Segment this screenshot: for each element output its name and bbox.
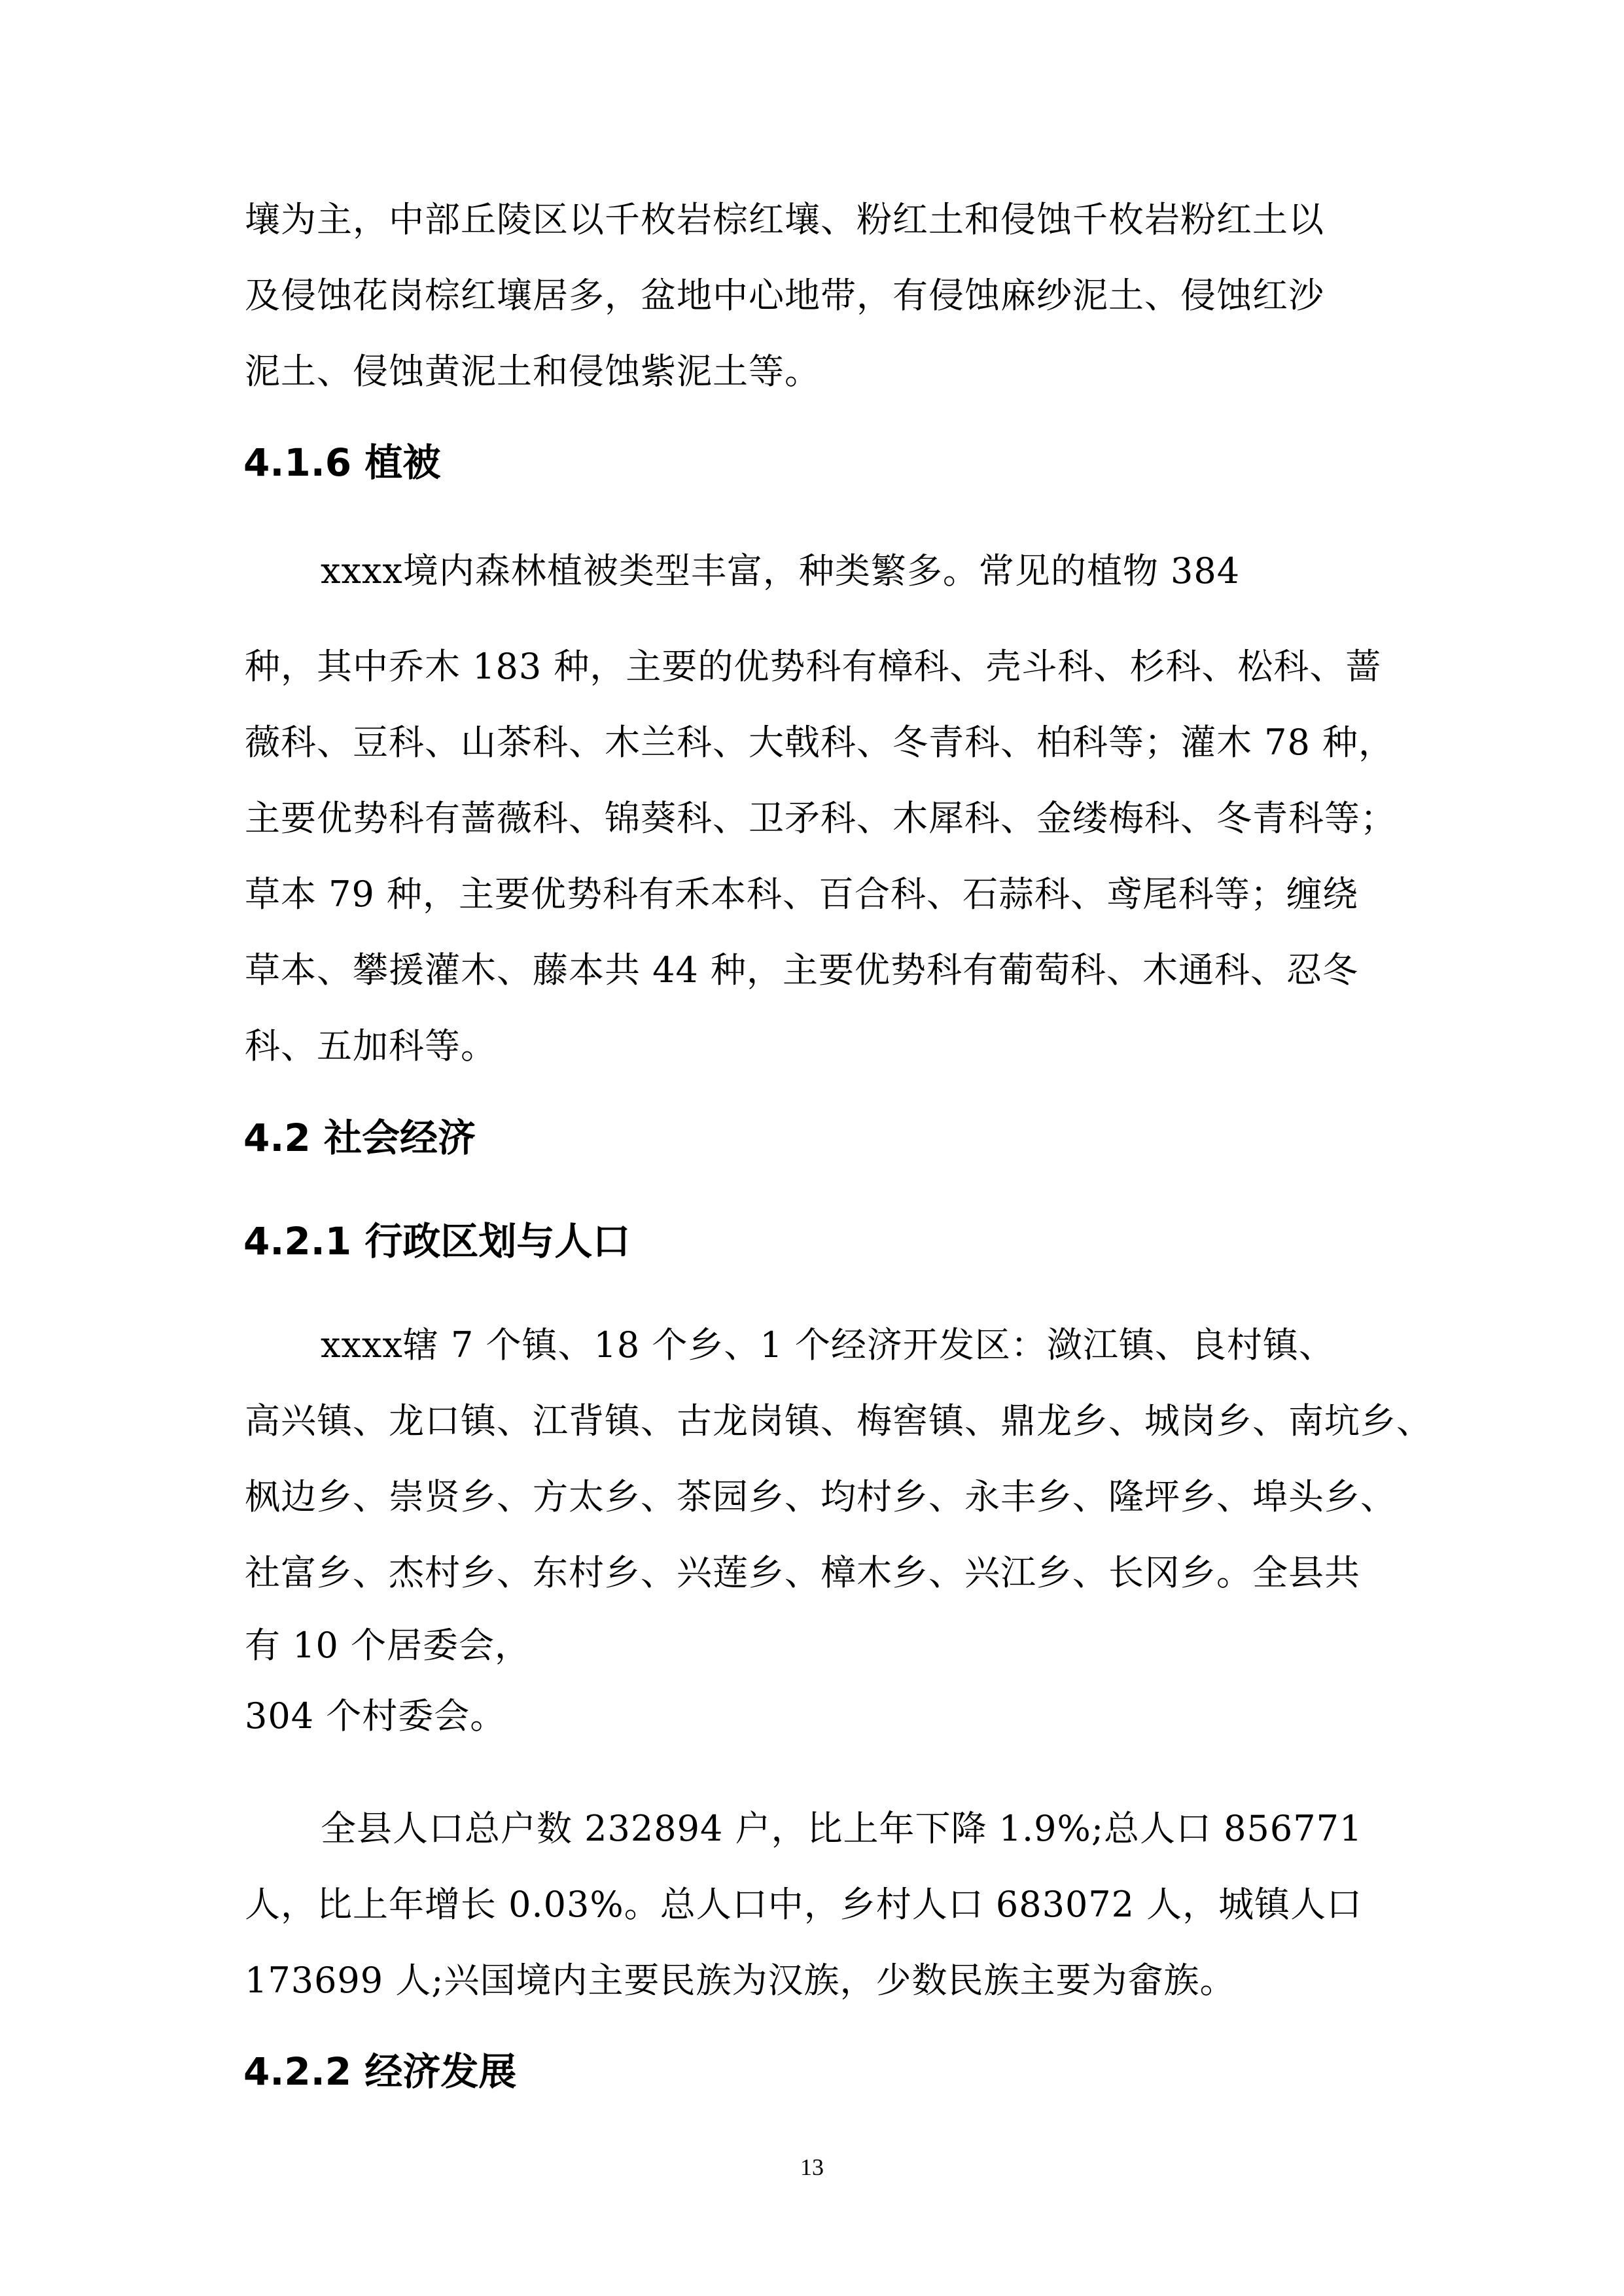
- admin-paragraph-line-6: 304 个村委会。: [245, 1695, 506, 1737]
- heading-4-2-2: 4.2.2 经济发展: [243, 2049, 517, 2094]
- population-paragraph-line-2: 人，比上年增长 0.03%。总人口中，乡村人口 683072 人，城镇人口: [245, 1884, 1363, 1925]
- population-paragraph-line-1: 全县人口总户数 232894 户，比上年下降 1.9%;总人口 856771: [321, 1808, 1363, 1849]
- heading-4-1-6: 4.1.6 植被: [243, 440, 441, 485]
- page-number: 13: [800, 2154, 824, 2180]
- admin-paragraph-line-1: xxxx辖 7 个镇、18 个乡、1 个经济开发区：潋江镇、良村镇、: [321, 1324, 1335, 1366]
- soil-paragraph-line-1: 壤为主，中部丘陵区以千枚岩棕红壤、粉红土和侵蚀千枚岩粉红土以: [245, 199, 1324, 240]
- vegetation-paragraph-line-6: 草本、攀援灌木、藤本共 44 种，主要优势科有葡萄科、木通科、忍冬: [245, 949, 1359, 991]
- admin-paragraph-line-2: 高兴镇、龙口镇、江背镇、古龙岗镇、梅窖镇、鼎龙乡、城岗乡、南坑乡、: [245, 1400, 1432, 1441]
- vegetation-paragraph-line-1: xxxx境内森林植被类型丰富，种类繁多。常见的植物 384: [321, 550, 1241, 592]
- admin-paragraph-line-4: 社富乡、杰村乡、东村乡、兴莲乡、樟木乡、兴江乡、长冈乡。全县共: [245, 1552, 1360, 1593]
- heading-4-2: 4.2 社会经济: [243, 1116, 476, 1160]
- vegetation-paragraph-line-3: 薇科、豆科、山茶科、木兰科、大戟科、冬青科、柏科等；灌木 78 种，: [245, 722, 1395, 763]
- vegetation-paragraph-line-4: 主要优势科有蔷薇科、锦葵科、卫矛科、木犀科、金缕梅科、冬青科等；: [245, 798, 1396, 839]
- population-paragraph-line-3: 173699 人;兴国境内主要民族为汉族，少数民族主要为畲族。: [245, 1960, 1236, 2001]
- vegetation-paragraph-line-2: 种，其中乔木 183 种，主要的优势科有樟科、壳斗科、杉科、松科、蔷: [245, 646, 1382, 687]
- soil-paragraph-line-2: 及侵蚀花岗棕红壤居多，盆地中心地带，有侵蚀麻纱泥土、侵蚀红沙: [245, 275, 1324, 316]
- heading-4-2-1: 4.2.1 行政区划与人口: [243, 1219, 631, 1263]
- vegetation-paragraph-line-7: 科、五加科等。: [245, 1025, 497, 1067]
- soil-paragraph-line-3: 泥土、侵蚀黄泥土和侵蚀紫泥土等。: [245, 351, 821, 392]
- admin-paragraph-line-3: 枫边乡、崇贤乡、方太乡、茶园乡、均村乡、永丰乡、隆坪乡、埠头乡、: [245, 1476, 1396, 1517]
- vegetation-paragraph-line-5: 草本 79 种，主要优势科有禾本科、百合科、石蒜科、鸢尾科等；缠绕: [245, 874, 1359, 915]
- admin-paragraph-line-5: 有 10 个居委会，: [245, 1625, 531, 1666]
